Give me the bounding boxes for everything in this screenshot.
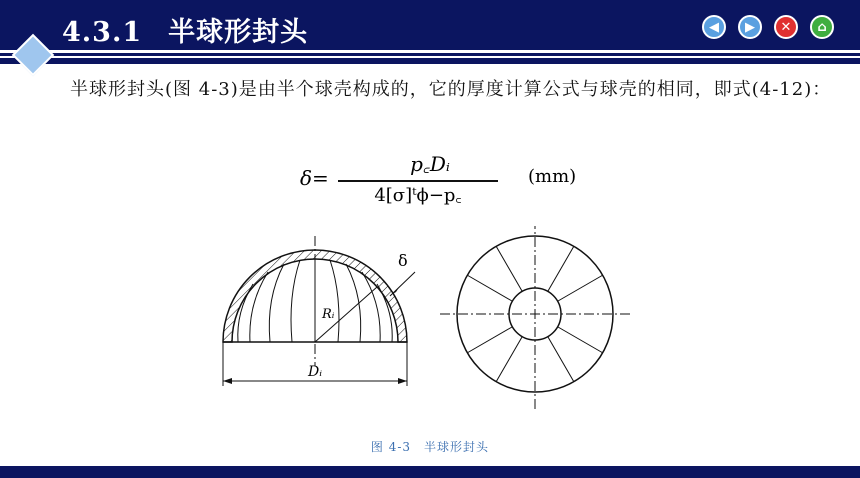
- formula-numerator: p꜀Dᵢ: [410, 152, 450, 176]
- header-bar: [0, 0, 860, 64]
- body-paragraph: 半球形封头(图 4-3)是由半个球壳构成的，它的厚度计算公式与球壳的相同，即式(4-12)：: [70, 79, 832, 100]
- footer-bar: [0, 466, 860, 478]
- top-view: [440, 226, 630, 412]
- radius-label: Rᵢ: [322, 307, 335, 322]
- formula-lhs: δ=: [300, 166, 329, 190]
- thickness-label: δ: [398, 251, 408, 270]
- forward-arrow-icon[interactable]: ▶: [738, 15, 762, 39]
- formula-denominator: 4[σ]ᵗϕ−p꜀: [374, 185, 462, 206]
- diameter-label: Dᵢ: [308, 364, 323, 380]
- header-stripe: [0, 56, 860, 58]
- section-name: 半球形封头: [168, 17, 309, 48]
- back-arrow-icon[interactable]: ◀: [702, 15, 726, 39]
- header-stripe: [0, 50, 860, 53]
- section-view: [223, 236, 415, 386]
- nav-buttons: [702, 15, 834, 39]
- close-icon[interactable]: ✕: [774, 15, 798, 39]
- section-title: [62, 10, 308, 49]
- fraction-bar: [338, 180, 498, 182]
- formula-unit: (mm): [528, 166, 577, 187]
- section-number: 4.3.1: [62, 17, 143, 48]
- thickness-formula: [300, 150, 600, 210]
- home-icon[interactable]: ⌂: [810, 15, 834, 39]
- hemispherical-head-figure: [210, 226, 650, 436]
- figure-caption: 图 4-3 半球形封头: [370, 440, 490, 454]
